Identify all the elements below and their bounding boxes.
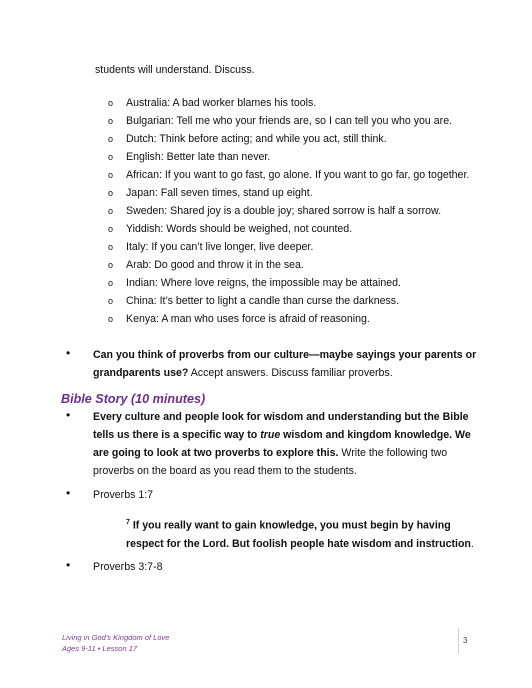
- bullet-o-icon: o: [108, 116, 114, 126]
- verse-end: .: [470, 537, 474, 550]
- proverb-text: English: Better late than never.: [126, 151, 271, 163]
- list-item: [108, 94, 469, 112]
- page-number: 3: [463, 636, 468, 645]
- question-bold-text: Can you think of proverbs from our culture—maybe sayings your parents or grandparents use?: [93, 349, 477, 379]
- proverb-text: Dutch: Think before acting; and while you act, still think.: [126, 133, 387, 145]
- list-item: [108, 166, 469, 184]
- list-item: [108, 184, 469, 202]
- story-instruction: Write the following two proverbs on the board as you read them to the students.: [93, 447, 448, 477]
- bullet-o-icon: o: [108, 206, 114, 216]
- list-item: [108, 292, 469, 310]
- bullet-icon: •: [66, 408, 71, 422]
- proverb-list: [108, 94, 469, 328]
- proverb-text: Italy: If you can’t live longer, live deeper.: [126, 241, 314, 253]
- proverb-text: Yiddish: Words should be weighed, not counted.: [126, 223, 353, 235]
- bullet-o-icon: o: [108, 170, 114, 180]
- list-item: [108, 256, 469, 274]
- bullet-o-icon: o: [108, 98, 114, 108]
- proverb-text: Sweden: Shared joy is a double joy; shared sorrow is half a sorrow.: [126, 205, 442, 217]
- proverb-text: China: It’s better to light a candle than curse the darkness.: [126, 295, 400, 307]
- question-instruction: Accept answers. Discuss familiar proverbs.: [188, 367, 393, 379]
- footer-lesson: Ages 9-11 • Lesson 17: [62, 644, 138, 653]
- story-bold-text-2: wisdom and kingdom knowledge. We are going to look at two proverbs to explore this.: [93, 429, 471, 459]
- bullet-icon: •: [66, 558, 71, 572]
- scripture-verse: [126, 514, 476, 553]
- bullet-icon: •: [66, 346, 71, 360]
- proverb-text: Kenya: A man who uses force is afraid of reasoning.: [126, 313, 370, 325]
- scripture-reference-1: Proverbs 1:7: [93, 489, 154, 501]
- bullet-o-icon: o: [108, 188, 114, 198]
- section-heading: Bible Story (10 minutes): [61, 392, 206, 406]
- list-item: [108, 274, 469, 292]
- footer-divider: [458, 628, 459, 654]
- story-emphasis: true: [260, 429, 281, 441]
- footer-title: Living in God’s Kingdom of Love: [62, 633, 170, 642]
- intro-text: students will understand. Discuss.: [95, 64, 255, 76]
- bible-story-paragraph: [93, 408, 478, 480]
- list-item: [108, 130, 469, 148]
- bullet-o-icon: o: [108, 314, 114, 324]
- verse-text: If you really want to gain knowledge, you must begin by having respect for the Lord. But foolish people hate wisdom and instruction: [126, 519, 471, 550]
- proverb-text: Arab: Do good and throw it in the sea.: [126, 259, 304, 271]
- proverb-text: Australia: A bad worker blames his tools.: [126, 97, 317, 109]
- bullet-o-icon: o: [108, 152, 114, 162]
- bullet-o-icon: o: [108, 242, 114, 252]
- proverb-text: Bulgarian: Tell me who your friends are, so I can tell you who you are.: [126, 115, 453, 127]
- bullet-o-icon: o: [108, 278, 114, 288]
- bullet-icon: •: [66, 486, 71, 500]
- bullet-o-icon: o: [108, 224, 114, 234]
- bullet-o-icon: o: [108, 260, 114, 270]
- bullet-o-icon: o: [108, 134, 114, 144]
- scripture-reference-2: Proverbs 3:7-8: [93, 561, 163, 573]
- proverb-text: Japan: Fall seven times, stand up eight.: [126, 187, 313, 199]
- list-item: [108, 220, 469, 238]
- list-item: [108, 148, 469, 166]
- bullet-o-icon: o: [108, 296, 114, 306]
- list-item: [108, 202, 469, 220]
- proverb-text: African: If you want to go fast, go alone. If you want to go far, go together.: [126, 169, 470, 181]
- culture-question: [93, 346, 478, 382]
- verse-number: 7: [126, 519, 130, 526]
- story-bold-text: Every culture and people look for wisdom and understanding but the Bible tells us there is a specific way to: [93, 411, 469, 441]
- list-item: [108, 112, 469, 130]
- list-item: [108, 238, 469, 256]
- list-item: [108, 310, 469, 328]
- proverb-text: Indian: Where love reigns, the impossible may be attained.: [126, 277, 401, 289]
- footer-course-info: [62, 632, 169, 654]
